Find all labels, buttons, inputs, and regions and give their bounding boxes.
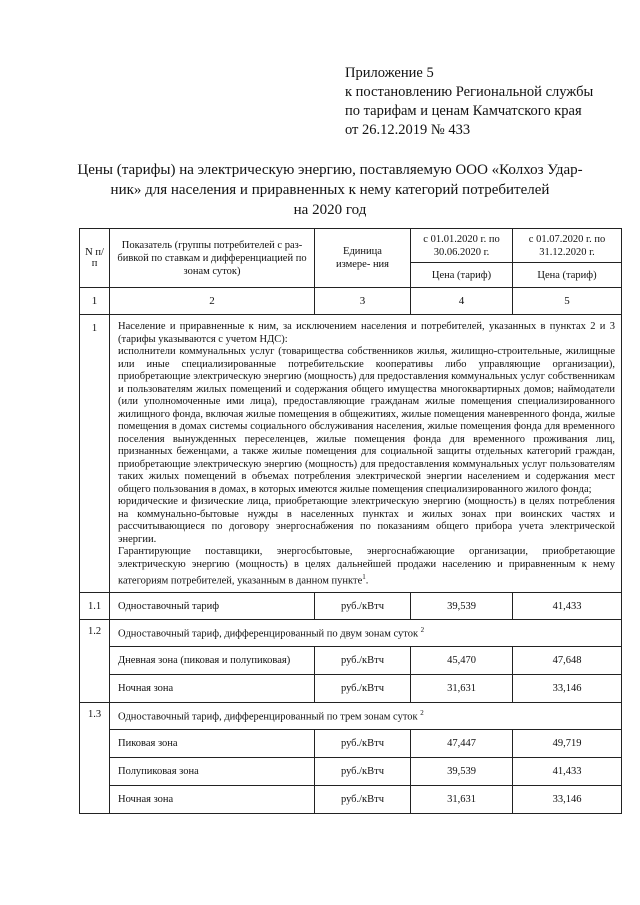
- header-period2: с 01.07.2020 г. по 31.12.2020 г.: [513, 229, 622, 263]
- description-end: .: [365, 575, 369, 587]
- row-label: Одноставочный тариф: [110, 593, 315, 620]
- row-label-text: Одноставочный тариф, дифференцированный по двум зонам суток: [118, 628, 419, 640]
- row-unit: руб./кВтч: [315, 593, 411, 620]
- row-value-1: 39,539: [411, 758, 513, 786]
- row-unit: руб./кВтч: [315, 675, 411, 703]
- row-value-1: 39,539: [411, 593, 513, 620]
- row-number: 1.2: [80, 620, 110, 703]
- footnote-mark: 2: [420, 626, 425, 635]
- description-paragraph: исполнители коммунальных услуг (товарищества собственников жилья, жилищно-строительные, жилищные или иные специализированные потребительские кооперативы либо управляющие организации), приобретающие электрическую энергию (мощность) для предоставления коммунальных услуг собственникам и пользователям жилых помещений и содержания общего имущества многоквартирных домов; наймодатели (или уполномоченные ими лица), предоставляющие гражданам жилые помещения специализированного жилищного фонда, включая жилые помещения в общежитиях, жилые помещения маневренного фонда, жилые помещения в домах системы социального обслуживания населения, жилые помещения фонда для временного поселения вынужденных переселенцев, жилые помещения фонда для временного проживания лиц, признанных беженцами, а также жилые помещения для социальной защиты отдельных категорий граждан, приобретающие электрическую энергию (мощность) для предоставления коммунальных услуг пользователям таких жилых помещений в объемах потребления электрической энергии населением и содержания мест общего пользования в домах, в которых имеются жилые помещения специализированного жилого фонда;: [118, 346, 615, 495]
- header-num: N п/п: [80, 229, 110, 288]
- table-row: [80, 675, 622, 703]
- annex-header: [345, 64, 593, 140]
- zone-label: Дневная зона (пиковая и полупиковая): [110, 647, 315, 675]
- zone-label: Полупиковая зона: [110, 758, 315, 786]
- colnum: 5: [513, 288, 622, 315]
- annex-line: от 26.12.2019 № 433: [345, 122, 471, 138]
- title-line: на 2020 год: [293, 202, 367, 218]
- row-label-text: Одноставочный тариф, дифференцированный по трем зонам суток: [118, 711, 418, 723]
- row-label: [110, 620, 622, 647]
- row-number: 1: [80, 315, 110, 593]
- zone-label: Пиковая зона: [110, 730, 315, 758]
- row-value-2: 33,146: [513, 675, 622, 703]
- header-indicator: Показатель (группы потребителей с раз- бивкой по ставкам и дифференциацией по зонам суток): [110, 229, 315, 288]
- description-paragraph: Население и приравненные к ним, за исключением населения и потребителей, указанных в пунктах 2 и 3 (тарифы указываются с учетом НДС):: [118, 321, 615, 345]
- colnum: 1: [80, 288, 110, 315]
- row-value-1: 47,447: [411, 730, 513, 758]
- annex-line: Приложение 5: [345, 65, 434, 81]
- description-paragraph: юридические и физические лица, приобретающие электрическую энергию (мощность) в целях потребления на коммунально-бытовые нужды в населенных пунктах и жилых зонах при воинских частях и рассчитывающиеся по договору энергоснабжения по показаниям общего прибора учета электрической энергии.: [118, 496, 615, 545]
- description-paragraph: [118, 546, 615, 588]
- row-value-2: 33,146: [513, 786, 622, 814]
- row-label: [110, 703, 622, 730]
- row-value-2: 47,648: [513, 647, 622, 675]
- header-price1: Цена (тариф): [411, 263, 513, 288]
- annex-line: по тарифам и ценам Камчатского края: [345, 103, 582, 119]
- annex-line: к постановлению Региональной службы: [345, 84, 594, 100]
- header-price2: Цена (тариф): [513, 263, 622, 288]
- row-unit: руб./кВтч: [315, 647, 411, 675]
- zone-label: Ночная зона: [110, 675, 315, 703]
- table-row: [80, 593, 622, 620]
- row-unit: руб./кВтч: [315, 786, 411, 814]
- table-row: [80, 647, 622, 675]
- row-unit: руб./кВтч: [315, 758, 411, 786]
- title-line: ник» для населения и приравненных к нему категорий потребителей: [110, 182, 550, 198]
- colnum: 3: [315, 288, 411, 315]
- row-value-1: 45,470: [411, 647, 513, 675]
- description-text: Гарантирующие поставщики, энергосбытовые, энергоснабжающие организации, приобретающие электрическую энергию (мощность) в целях дальнейшей продажи населению и приравненным к нему категориям потребителей, указанным в данном пункте: [118, 546, 615, 587]
- row-value-2: 41,433: [513, 593, 622, 620]
- table-row: [80, 786, 622, 814]
- table-row: [80, 315, 622, 593]
- zone-label: Ночная зона: [110, 786, 315, 814]
- footnote-mark: 2: [420, 709, 424, 718]
- footnote-mark: 1: [362, 573, 366, 581]
- row-value-2: 41,433: [513, 758, 622, 786]
- tariff-table: [79, 228, 622, 814]
- header-period1: с 01.01.2020 г. по 30.06.2020 г.: [411, 229, 513, 263]
- row-description: [110, 315, 622, 593]
- table-row: [80, 620, 622, 647]
- row-unit: руб./кВтч: [315, 730, 411, 758]
- colnum: 4: [411, 288, 513, 315]
- document-title: [70, 160, 590, 220]
- row-value-1: 31,631: [411, 786, 513, 814]
- colnum: 2: [110, 288, 315, 315]
- header-row: [80, 229, 622, 263]
- header-unit: Единица измере- ния: [315, 229, 411, 288]
- table-row: [80, 758, 622, 786]
- table-row: [80, 703, 622, 730]
- row-value-1: 31,631: [411, 675, 513, 703]
- row-number: 1.1: [80, 593, 110, 620]
- title-line: Цены (тарифы) на электрическую энергию, поставляемую ООО «Колхоз Удар-: [77, 162, 583, 178]
- row-number: 1.3: [80, 703, 110, 814]
- table-row: [80, 730, 622, 758]
- column-number-row: [80, 288, 622, 315]
- row-value-2: 49,719: [513, 730, 622, 758]
